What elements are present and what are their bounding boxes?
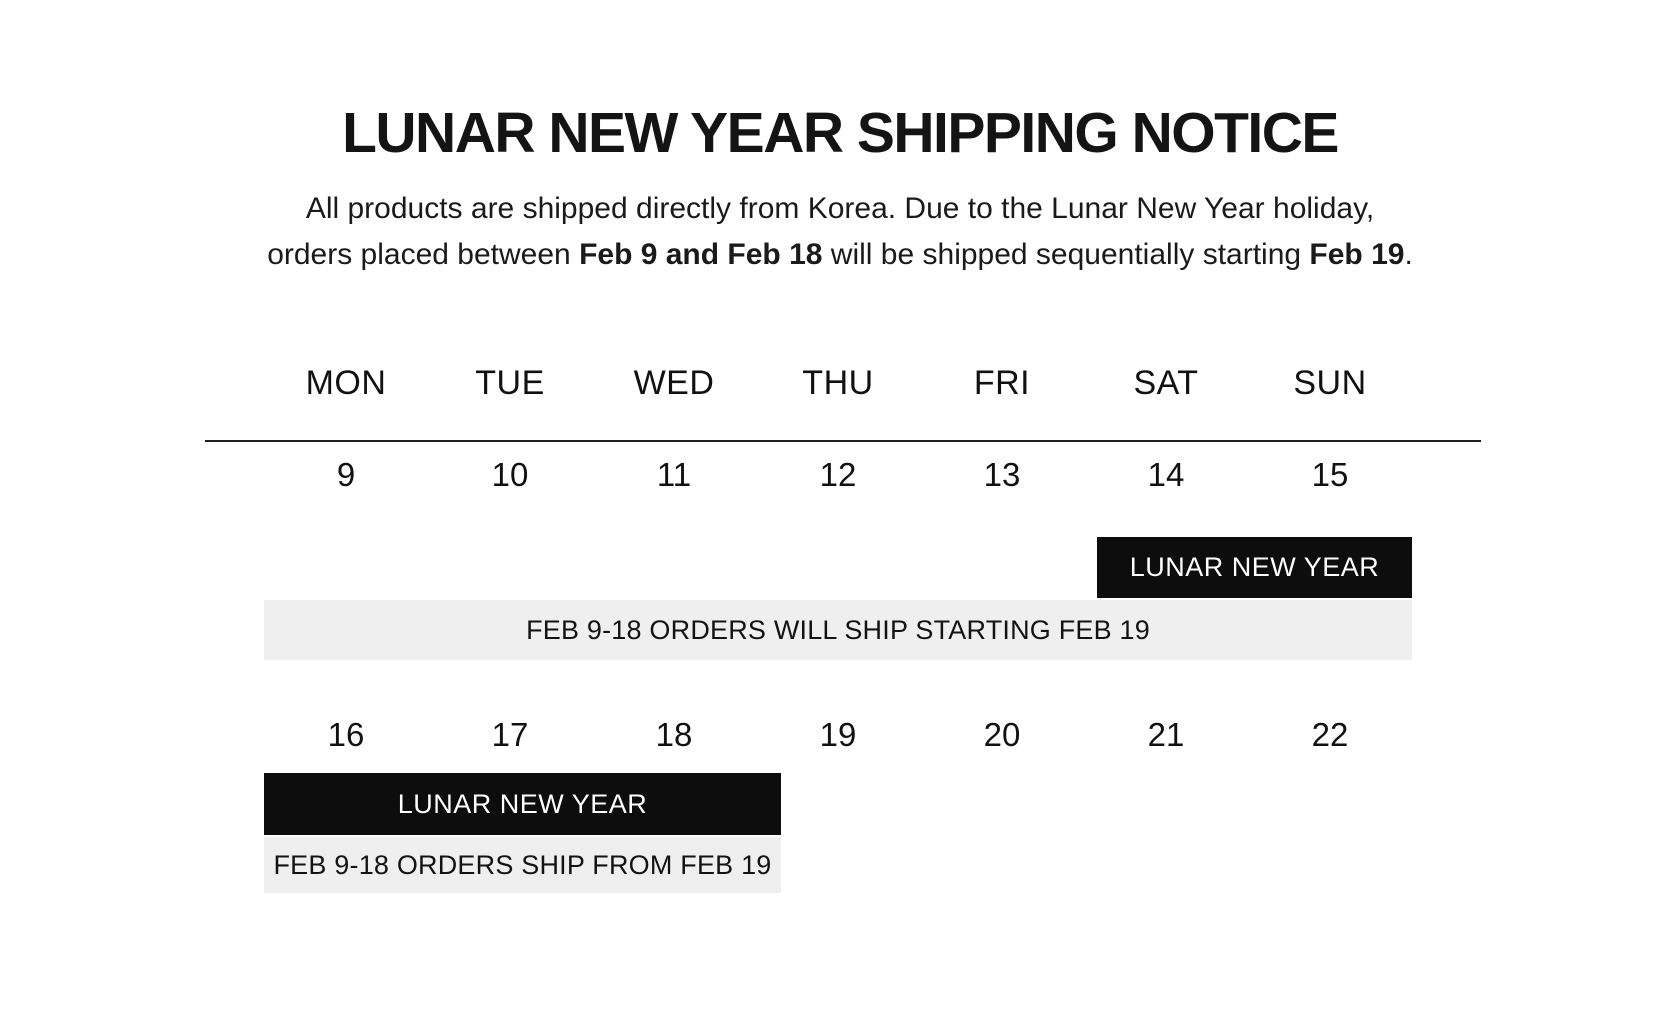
date-cell-16: 16 — [327, 716, 365, 753]
day-header-mon: MON — [305, 364, 387, 402]
week2-date-row — [264, 713, 1412, 757]
date-cell-18: 18 — [655, 716, 693, 753]
day-header-tue: TUE — [475, 364, 545, 402]
notice-date-range: Feb 9 and Feb 18 — [579, 238, 823, 271]
notice-line2-prefix: orders placed between — [267, 238, 580, 271]
day-header-sun: SUN — [1293, 364, 1367, 402]
notice-line2-middle: will be shipped sequentially starting — [822, 238, 1310, 271]
date-cell-13: 13 — [983, 456, 1021, 493]
date-cell-11: 11 — [656, 456, 692, 493]
date-cell-22: 22 — [1311, 716, 1349, 753]
day-header-wed: WED — [633, 364, 715, 402]
date-cell-17: 17 — [491, 716, 529, 753]
date-cell-10: 10 — [491, 456, 529, 493]
day-header-fri: FRI — [973, 364, 1031, 402]
date-cell-15: 15 — [1311, 456, 1349, 493]
lunar-new-year-banner-week1: LUNAR NEW YEAR — [1097, 537, 1412, 598]
date-cell-21: 21 — [1147, 716, 1185, 753]
lunar-new-year-banner-week2: LUNAR NEW YEAR — [264, 773, 781, 835]
shipping-info-band-week2: FEB 9-18 ORDERS SHIP FROM FEB 19 — [264, 837, 781, 893]
date-cell-9: 9 — [336, 456, 356, 493]
day-header-thu: THU — [802, 364, 874, 402]
notice-line1: All products are shipped directly from Korea. Due to the Lunar New Year holiday, — [305, 192, 1375, 225]
page-title: LUNAR NEW YEAR SHIPPING NOTICE — [342, 101, 1338, 165]
date-cell-14: 14 — [1147, 456, 1185, 493]
date-cell-12: 12 — [819, 456, 857, 493]
calendar-divider-line — [205, 440, 1481, 442]
day-header-row — [264, 360, 1412, 406]
date-cell-19: 19 — [819, 716, 857, 753]
date-cell-20: 20 — [983, 716, 1021, 753]
notice-line2-suffix: . — [1404, 238, 1413, 271]
shipping-info-band-week1: FEB 9-18 ORDERS WILL SHIP STARTING FEB 19 — [264, 600, 1412, 660]
notice-text — [0, 186, 1680, 278]
week1-date-row — [264, 453, 1412, 497]
day-header-sat: SAT — [1133, 364, 1199, 402]
notice-ship-date: Feb 19 — [1309, 238, 1405, 271]
